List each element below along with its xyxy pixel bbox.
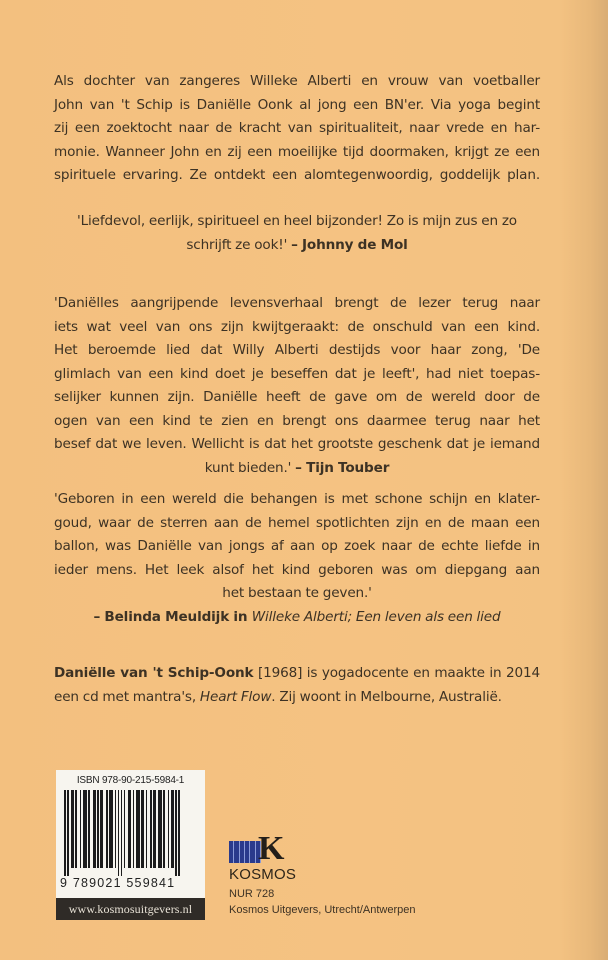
- quote-belinda-meuldijk: [54, 488, 540, 629]
- quote-attribution: [54, 606, 540, 630]
- intro-line: zij een zoektocht naar de kracht van spiritualiteit, naar vrede en har-: [54, 120, 540, 136]
- quote-line: selijker kunnen zijn. Daniëlle heeft de gave om de wereld door de: [54, 389, 540, 405]
- logo-letter: K: [258, 830, 285, 867]
- isbn-label: ISBN 978-90-215-5984-1: [76, 775, 185, 786]
- quote-line: 'Liefdevol, eerlijk, spiritueel en heel bijzonder! Zo is mijn zus en zo: [77, 213, 517, 229]
- quote-author: – Tijn Touber: [295, 459, 390, 476]
- quote-line: iets wat veel van ons zijn kwijtgeraakt: de onschuld van een kind.: [54, 318, 540, 335]
- intro-line: monie. Wanneer John en zij een moeilijke tijd doormaken, krijgt ze een: [54, 143, 540, 160]
- publisher-website: www.kosmosuitgevers.nl: [56, 898, 205, 920]
- bio-line: [54, 686, 540, 710]
- ean-digits: 9 789021 559841: [60, 876, 176, 890]
- author-bio: [54, 662, 540, 709]
- intro-line: Als dochter van zangeres Willeke Alberti en vrouw van voetballer: [54, 73, 540, 89]
- quote-line-last: [54, 457, 540, 481]
- barcode-bars: [64, 790, 196, 876]
- quote-author: – Belinda Meuldijk in: [93, 608, 252, 625]
- quote-line: ballon, was Daniëlle van jongs af aan op zoek naar de echte liefde in: [54, 538, 540, 554]
- quote-line-last: het bestaan te geven.': [222, 585, 372, 601]
- bio-text: [1968] is yogadocente en maakte in 2014: [253, 665, 540, 681]
- nur-code: NUR 728: [229, 888, 275, 900]
- bio-text: . Zij woont in Melbourne, Australië.: [271, 688, 502, 705]
- quote-line: Het beroemde lied dat Willy Alberti destijds voor haar zong, 'De: [54, 342, 540, 358]
- isbn-barcode: [56, 770, 205, 920]
- bio-text: een cd met mantra's,: [54, 688, 200, 705]
- publisher-info: [229, 830, 489, 916]
- kosmos-logo-icon: [229, 830, 489, 867]
- quote-line-last: [54, 234, 540, 258]
- quote-line: ieder mens. Het leek alsof het kind geboren was om diepgang aan: [54, 561, 540, 578]
- quote-line: 'Daniëlles aangrijpende levensverhaal brengt de lezer terug naar: [54, 295, 540, 311]
- intro-paragraph: [54, 70, 540, 188]
- quote-line: 'Geboren in een wereld die behangen is met schone schijn en klater-: [54, 491, 540, 507]
- quote-source-title: Willeke Alberti; Een leven als een lied: [251, 608, 501, 625]
- quote-tijn-touber: [54, 292, 540, 480]
- publisher-imprint: Kosmos Uitgevers, Utrecht/Antwerpen: [229, 904, 416, 916]
- publisher-name: KOSMOS: [229, 866, 297, 883]
- quote-johnny-de-mol: [54, 210, 540, 257]
- author-name: Daniëlle van 't Schip-Oonk: [54, 665, 254, 681]
- quote-line: ogen van een kind te zien en brengt ons daarmee terug naar het: [54, 412, 540, 429]
- quote-line: goud, waar de sterren aan de hemel spotlichten zijn en de maan een: [54, 514, 540, 531]
- logo-stripes: [229, 841, 261, 863]
- quote-text: kunt bieden.': [204, 459, 292, 476]
- intro-line: spirituele ervaring. Ze ontdekt een alomtegenwoordig, goddelijk plan.: [54, 167, 540, 183]
- quote-line: glimlach van een kind doet je beseffen dat je leeft', had niet toepas-: [54, 365, 540, 382]
- album-title: Heart Flow: [199, 688, 272, 705]
- bio-line: [54, 662, 540, 686]
- quote-text: schrijft ze ook!': [186, 236, 288, 253]
- quote-author: – Johnny de Mol: [291, 236, 408, 253]
- intro-line: John van 't Schip is Daniëlle Oonk al jong een BN'er. Via yoga begint: [54, 96, 540, 113]
- quote-line: besef dat we leven. Wellicht is dat het grootste geschenk dat je iemand: [54, 436, 540, 452]
